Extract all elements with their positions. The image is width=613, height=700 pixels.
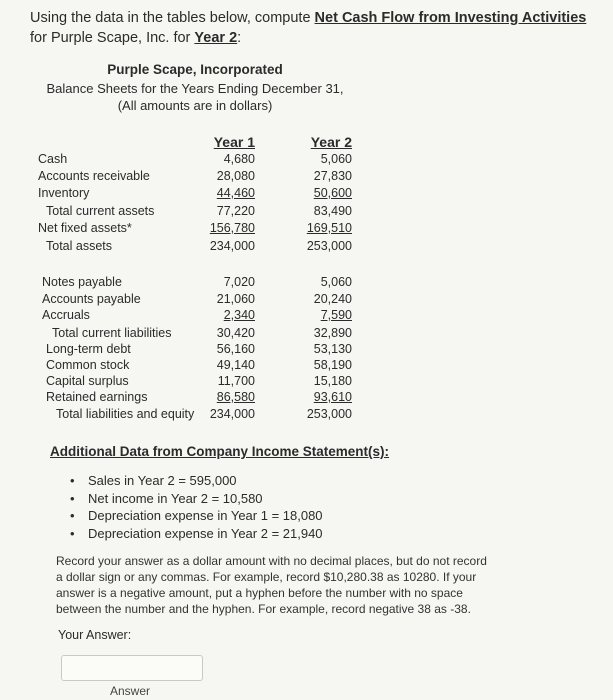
row-label: Notes payable — [42, 275, 122, 289]
cell-year-2: 58,190 — [313, 358, 352, 372]
cell-year-2: 32,890 — [313, 326, 352, 340]
cell-year-2: 5,060 — [320, 275, 352, 289]
row-label: Cash — [38, 152, 68, 166]
row-label: Total current assets — [46, 204, 155, 218]
cell-year-2: 169,510 — [306, 221, 352, 235]
statement-title: Balance Sheets for the Years Ending December 31, — [46, 81, 344, 96]
cell-year-2: 27,830 — [313, 169, 352, 183]
cell-year-2: 253,000 — [306, 239, 352, 253]
row-label: Net fixed assets* — [38, 221, 132, 235]
row-label: Inventory — [38, 186, 90, 200]
your-answer-label: Your Answer: — [58, 628, 132, 642]
cell-year-1: 4,680 — [223, 152, 255, 166]
cell-year-1: 2,340 — [223, 308, 255, 322]
row-label: Accruals — [42, 308, 90, 322]
amounts-note: (All amounts are in dollars) — [117, 98, 273, 113]
row-label: Capital surplus — [46, 374, 129, 388]
list-item: • Depreciation expense in Year 2 = 21,940 — [70, 525, 323, 543]
question-line-1 — [30, 8, 586, 28]
cell-year-1: 7,020 — [223, 275, 255, 289]
cell-year-2: 20,240 — [313, 292, 352, 306]
cell-year-2: 5,060 — [320, 152, 352, 166]
list-item: • Sales in Year 2 = 595,000 — [70, 472, 323, 490]
row-label: Long-term debt — [46, 342, 131, 356]
row-label: Total liabilities and equity — [56, 407, 195, 421]
row-label: Accounts payable — [42, 292, 141, 306]
cell-year-1: 30,420 — [216, 326, 255, 340]
question-text-2: for Purple Scape, Inc. for — [30, 30, 195, 46]
row-label: Common stock — [46, 358, 130, 372]
column-year-1: Year 1 — [213, 134, 255, 150]
cell-year-1: 21,060 — [216, 292, 255, 306]
cell-year-2: 15,180 — [313, 374, 352, 388]
answer-button[interactable]: Answer — [110, 684, 151, 698]
cell-year-1: 11,700 — [217, 374, 255, 388]
company-name: Purple Scape, Incorporated — [107, 62, 283, 77]
cell-year-1: 156,780 — [209, 221, 255, 235]
cell-year-2: 50,600 — [313, 186, 352, 200]
cell-year-1: 28,080 — [216, 169, 255, 183]
question-text: Using the data in the tables below, compute — [30, 10, 315, 26]
additional-data-list — [70, 472, 323, 542]
question-line-2 — [30, 28, 241, 48]
cell-year-1: 77,220 — [216, 204, 255, 218]
question-target-metric: Net Cash Flow from Investing Activities — [314, 10, 587, 26]
cell-year-1: 86,580 — [216, 390, 255, 404]
list-item: • Depreciation expense in Year 1 = 18,080 — [70, 507, 323, 525]
additional-data-title: Additional Data from Company Income Statement(s): — [50, 444, 390, 459]
cell-year-2: 53,130 — [313, 342, 352, 356]
cell-year-2: 83,490 — [313, 204, 352, 218]
list-item: • Net income in Year 2 = 10,580 — [70, 490, 323, 508]
cell-year-2: 253,000 — [306, 407, 352, 421]
question-colon: : — [237, 30, 242, 46]
cell-year-1: 56,160 — [216, 342, 255, 356]
answer-input[interactable] — [61, 655, 203, 681]
row-label: Retained earnings — [46, 390, 148, 404]
cell-year-2: 93,610 — [313, 390, 352, 404]
question-year: Year 2 — [194, 30, 238, 46]
answer-instructions: Record your answer as a dollar amount with no decimal places, but do not record a dollar sign or any commas. For example, record $10,280.38 as 10280. If your answer is a negative amount, put a hyphen before the number with no space between the number and the hyphen. For example, record negative 38 as -38. — [56, 554, 487, 616]
cell-year-1: 234,000 — [209, 407, 255, 421]
cell-year-1: 49,140 — [216, 358, 255, 372]
cell-year-2: 7,590 — [320, 308, 352, 322]
row-label: Accounts receivable — [38, 169, 150, 183]
column-year-2: Year 2 — [310, 134, 352, 150]
cell-year-1: 44,460 — [216, 186, 255, 200]
row-label: Total assets — [46, 239, 113, 253]
row-label: Total current liabilities — [52, 326, 172, 340]
cell-year-1: 234,000 — [209, 239, 255, 253]
